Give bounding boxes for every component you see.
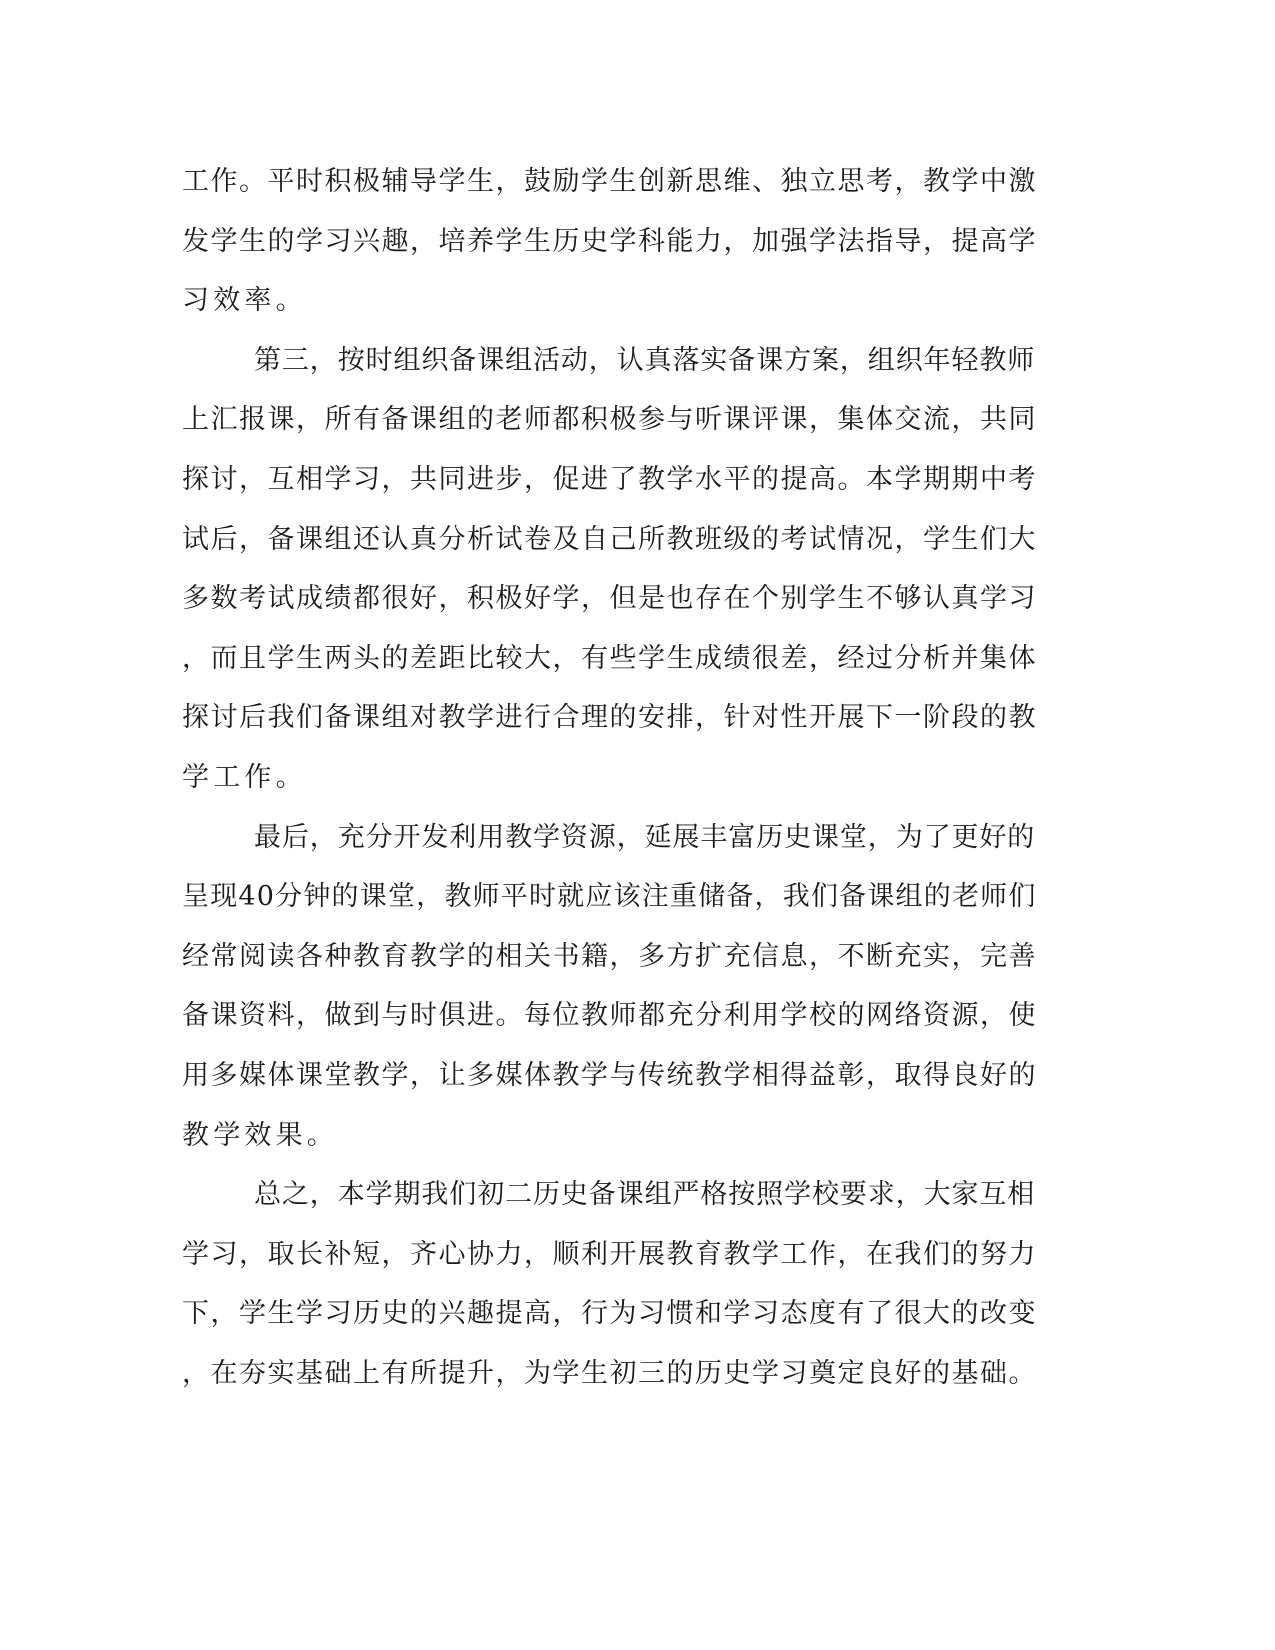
text-line: 学习，取长补短，齐心协力，顺利开展教育教学工作，在我们的努力	[182, 1238, 1037, 1270]
text-line: 备课资料，做到与时俱进。每位教师都充分利用学校的网络资源，使	[182, 1000, 1037, 1032]
text-line: 呈现40分钟的课堂，教师平时就应该注重储备，我们备课组的老师们	[182, 881, 1037, 913]
text-line: 试后，备课组还认真分析试卷及自己所教班级的考试情况，学生们大	[182, 523, 1037, 555]
text-line: ，在夯实基础上有所提升，为学生初三的历史学习奠定良好的基础。	[182, 1357, 1037, 1389]
document-body	[182, 152, 1042, 1403]
text-line: 经常阅读各种教育教学的相关书籍，多方扩充信息，不断充实，完善	[182, 940, 1037, 972]
paragraph-first-line: 第三，按时组织备课组活动，认真落实备课方案，组织年轻教师	[254, 344, 1036, 376]
text-line: 工作。平时积极辅导学生，鼓励学生创新思维、独立思考，教学中激	[182, 166, 1037, 197]
text-line: 多数考试成绩都很好，积极好学，但是也存在个别学生不够认真学习	[182, 583, 1037, 615]
text-line: 学工作。	[182, 761, 307, 793]
text-line: 上汇报课，所有备课组的老师都积极参与听课评课，集体交流，共同	[182, 404, 1037, 436]
text-line: 探讨，互相学习，共同进步，促进了教学水平的提高。本学期期中考	[182, 463, 1037, 495]
paragraph-first-line: 最后，充分开发利用教学资源，延展丰富历史课堂，为了更好的	[254, 821, 1036, 853]
text-line: 发学生的学习兴趣，培养学生历史学科能力，加强学法指导，提高学	[182, 225, 1037, 257]
text-line: 习效率。	[182, 285, 307, 317]
paragraph-first-line: 总之，本学期我们初二历史备课组严格按照学校要求，大家互相	[254, 1179, 1036, 1211]
text-line: 用多媒体课堂教学，让多媒体教学与传统教学相得益彰，取得良好的	[182, 1059, 1037, 1091]
text-line: 探讨后我们备课组对教学进行合理的安排，针对性开展下一阶段的教	[182, 702, 1037, 734]
text-line: 教学效果。	[182, 1119, 338, 1151]
text-line: 下，学生学习历史的兴趣提高，行为习惯和学习态度有了很大的改变	[182, 1298, 1037, 1330]
text-line: ，而且学生两头的差距比较大，有些学生成绩很差，经过分析并集体	[182, 642, 1037, 674]
